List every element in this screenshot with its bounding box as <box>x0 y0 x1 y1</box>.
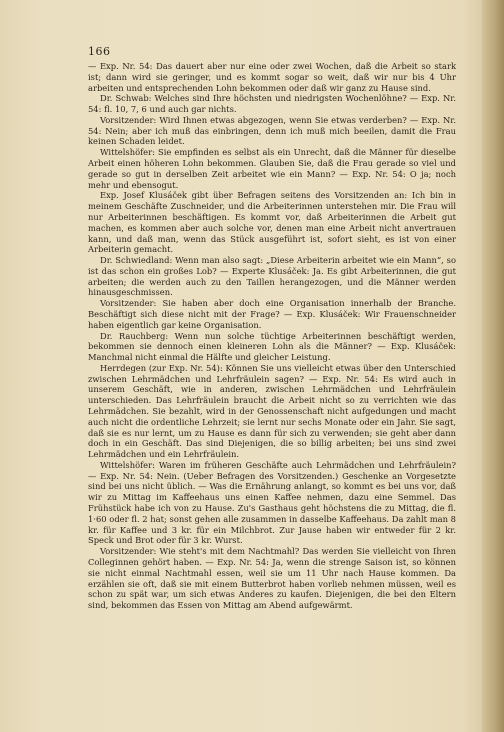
paragraph: Wittelshöfer: Sie empfinden es selbst als ein Unrecht, daß die Männer für dieselbe Arbeit einen höheren Lohn bekommen. Glauben Sie, daß die Frau gerade so viel und gerade so gut in derselben Zeit arbeitet wie ein Mann? — Exp. Nr. 54: O ja; noch mehr und ebensogut. <box>88 147 456 190</box>
paragraph: Wittelshöfer: Waren im früheren Geschäfte auch Lehrmädchen und Lehrfräulein? — Exp. Nr. 54: Nein. (Ueber Befragen des Vorsitzenden.) Geschenke an Vorgesetzte sind bei uns nicht üblich. — Was die Ernährung anlangt, so kommt es bei uns vor, daß wir zu Mittag im Kaffeehaus uns einen Kaffee nehmen, dazu eine Semmel. Das Frühstück habe ich von zu Hause. Zu's Gasthaus geht höchstens die zu Mittag, die fl. 1·60 oder fl. 2 hat; sonst gehen alle zusammen in dasselbe Kaffeehaus. Da zahlt man 8 kr. für Kaffee und 3 kr. für ein Milchbrot. Zur Jause haben wir entweder für 2 kr. Speck und Brot oder für 3 kr. Wurst. <box>88 459 456 546</box>
paragraph: Dr. Schwab: Welches sind Ihre höchsten und niedrigsten Wochenlöhne? — Exp. Nr. 54: fl. 10, 7, 6 und auch gar nichts. <box>88 93 456 115</box>
page-number: 166 <box>88 45 111 58</box>
paragraph: Dr. Schwiedland: Wenn man also sagt: „Diese Arbeiterin arbeitet wie ein Mann“, so ist das schon ein großes Lob? — Experte Klusáček: Ja. Es gibt Arbeiterinnen, die gut arbeiten; die werden auch zu den Taillen herangezogen, und die Männer werden hinausgeschmissen. <box>88 255 456 298</box>
page-edge-shadow <box>482 0 504 732</box>
paragraph: — Exp. Nr. 54: Das dauert aber nur eine oder zwei Wochen, daß die Arbeit so stark ist; dann wird sie geringer, und es kommt sogar so weit, daß wir nur bis 4 Uhr arbeiten und entsprechenden Lohn bekommen oder daß wir ganz zu Hause sind. <box>88 61 456 93</box>
paragraph: Vorsitzender: Sie haben aber doch eine Organisation innerhalb der Branche. Beschäftigt sich diese nicht mit der Frage? — Exp. Klusáček: Wir Frauenschneider haben eigentlich gar keine Organisation. <box>88 298 456 330</box>
paragraph: Dr. Rauchberg: Wenn nun solche tüchtige Arbeiterinnen beschäftigt werden, bekommen sie dennoch einen kleineren Lohn als die Männer? — Exp. Klusáček: Manchmal nicht einmal die Hälfte und gleicher Leistung. <box>88 330 456 363</box>
paragraph: Vorsitzender: Wird Ihnen etwas abgezogen, wenn Sie etwas verderben? — Exp. Nr. 54: Nein; aber ich muß das einbringen, denn ich muß mich beeilen, damit die Frau keinen Schaden leidet. <box>88 114 456 147</box>
paragraph: Herrdegen (zur Exp. Nr. 54): Können Sie uns vielleicht etwas über den Unterschied zwischen Lehrmädchen und Lehrfräulein sagen? — Exp. Nr. 54: Es wird auch in unserem Geschäft, wie in anderen, zwischen Lehrmädchen und Lehrfräulein unterschieden. Das Lehrfräulein braucht die Arbeit nicht so zu verrichten wie das Lehrmädchen. Sie bezahlt, wird in der Genossenschaft nicht aufgedungen und macht auch nicht die ordentliche Lehrzeit; sie lernt nur sechs Monate oder ein Jahr. Sie sagt, daß sie es nur lernt, um zu Hause es dann für sich zu verwenden; sie geht aber dann doch in ein Geschäft. Das sind Diejenigen, die so billig arbeiten; bei uns sind zwei Lehrmädchen und ein Lehrfräulein. <box>88 362 456 460</box>
paragraph: Vorsitzender: Wie steht's mit dem Nachtmahl? Das werden Sie vielleicht von Ihren Colleginnen gehört haben. — Exp. Nr. 54: Ja, wenn die strenge Saison ist, so können sie nicht einmal Nachtmahl essen, weil sie um 11 Uhr nach Hause kommen. Da erzählen sie oft, daß sie mit einem Butterbrot haben vorlieb nehmen müssen, weil es schon zu spät war, um sich etwas Anderes zu kaufen. Diejenigen, die bei den Eltern sind, bekommen das Essen von Mittag am Abend aufgewärmt. <box>88 546 456 611</box>
paragraph: Exp. Josef Klusáček gibt über Befragen seitens des Vorsitzenden an: Ich bin in meinem Geschäfte Zuschneider, und die Arbeiterinnen unterstehen mir. Die Frau will nur Arbeiterinnen beschäftigen. Es kommt vor, daß Arbeiterinnen die Arbeit gut machen, es kommen aber auch solche vor, denen man eine Arbeit nicht anvertrauen kann, und daß man, wenn das Stück ausgeführt ist, sofort sieht, es ist von einer Arbeiterin gemacht. <box>88 190 456 255</box>
body-text <box>88 61 456 611</box>
